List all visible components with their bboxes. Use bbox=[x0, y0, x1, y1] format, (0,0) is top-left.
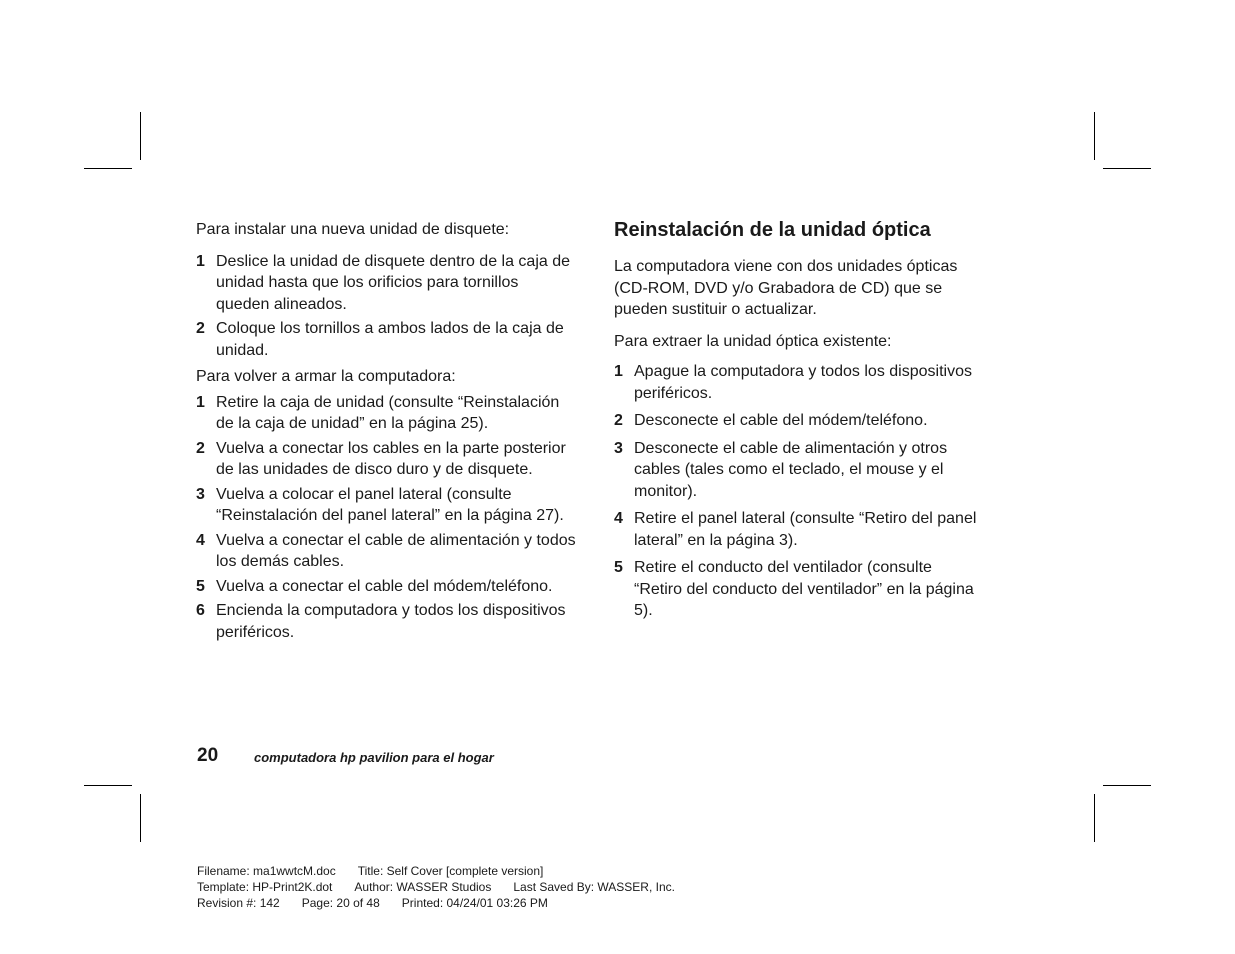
crop-mark-top-right-horizontal bbox=[1103, 168, 1151, 169]
optical-remove-intro: Para extraer la unidad óptica existente: bbox=[614, 332, 892, 350]
list-item: 5 Retire el conducto del ventilador (consulte “Retiro del conducto del ventilador” en la página 5). bbox=[614, 559, 974, 619]
reassemble-steps bbox=[196, 392, 576, 644]
reassemble-intro: Para volver a armar la computadora: bbox=[196, 368, 456, 385]
list-item: 2 Vuelva a conectar los cables en la parte posterior de las unidades de disco duro y de disquete. bbox=[196, 439, 566, 478]
list-item: 5 Vuelva a conectar el cable del módem/teléfono. bbox=[196, 577, 553, 595]
list-item: 4 Vuelva a conectar el cable de alimentación y todos los demás cables. bbox=[196, 531, 576, 570]
meta-template: Template: HP-Print2K.dot bbox=[197, 880, 333, 894]
section-heading: Reinstalación de la unidad óptica bbox=[614, 219, 931, 241]
right-column bbox=[614, 216, 984, 628]
meta-filename: Filename: ma1wwtcM.doc bbox=[197, 864, 336, 878]
meta-last-saved: Last Saved By: WASSER, Inc. bbox=[513, 880, 675, 894]
page-number: 20 bbox=[197, 745, 219, 766]
list-item: 1 Retire la caja de unidad (consulte “Reinstalación de la caja de unidad” en la página 25). bbox=[196, 393, 560, 432]
floppy-install-steps bbox=[196, 251, 576, 362]
list-item: 6 Encienda la computadora y todos los dispositivos periféricos. bbox=[196, 602, 566, 641]
meta-revision: Revision #: 142 bbox=[197, 896, 280, 910]
meta-page: Page: 20 of 48 bbox=[301, 896, 380, 910]
list-item: 1 Deslice la unidad de disquete dentro de la caja de unidad hasta que los orificios para tornillos queden alineados. bbox=[196, 252, 571, 313]
crop-mark-top-left-vertical bbox=[140, 112, 141, 160]
floppy-install-intro: Para instalar una nueva unidad de disquete: bbox=[196, 221, 510, 238]
left-column bbox=[196, 219, 576, 648]
meta-title: Title: Self Cover [complete version] bbox=[357, 864, 544, 878]
list-item: 3 Vuelva a colocar el panel lateral (consulte “Reinstalación del panel lateral” en la página 27). bbox=[196, 485, 564, 524]
list-item: 2 Desconecte el cable del módem/teléfono. bbox=[614, 412, 928, 429]
list-item: 1 Apague la computadora y todos los dispositivos periféricos. bbox=[614, 363, 972, 402]
crop-mark-top-left-horizontal bbox=[84, 168, 132, 169]
crop-mark-bottom-right-horizontal bbox=[1103, 785, 1151, 786]
crop-mark-top-right-vertical bbox=[1094, 112, 1095, 160]
crop-mark-bottom-left-horizontal bbox=[84, 785, 132, 786]
optical-remove-steps bbox=[614, 361, 984, 622]
crop-mark-bottom-right-vertical bbox=[1094, 794, 1095, 842]
meta-printed: Printed: 04/24/01 03:26 PM bbox=[401, 896, 548, 910]
list-item: 4 Retire el panel lateral (consulte “Retiro del panel lateral” en la página 3). bbox=[614, 510, 977, 549]
document-metadata bbox=[197, 863, 697, 911]
list-item: 3 Desconecte el cable de alimentación y otros cables (tales como el teclado, el mouse y el monitor). bbox=[614, 439, 948, 500]
meta-author: Author: WASSER Studios bbox=[354, 880, 492, 894]
crop-mark-bottom-left-vertical bbox=[140, 794, 141, 842]
optical-drive-description: La computadora viene con dos unidades ópticas (CD-ROM, DVD y/o Grabadora de CD) que se pueden sustituir o actualizar. bbox=[614, 258, 958, 318]
list-item: 2 Coloque los tornillos a ambos lados de la caja de unidad. bbox=[196, 320, 564, 359]
running-footer-title: computadora hp pavilion para el hogar bbox=[254, 750, 494, 765]
